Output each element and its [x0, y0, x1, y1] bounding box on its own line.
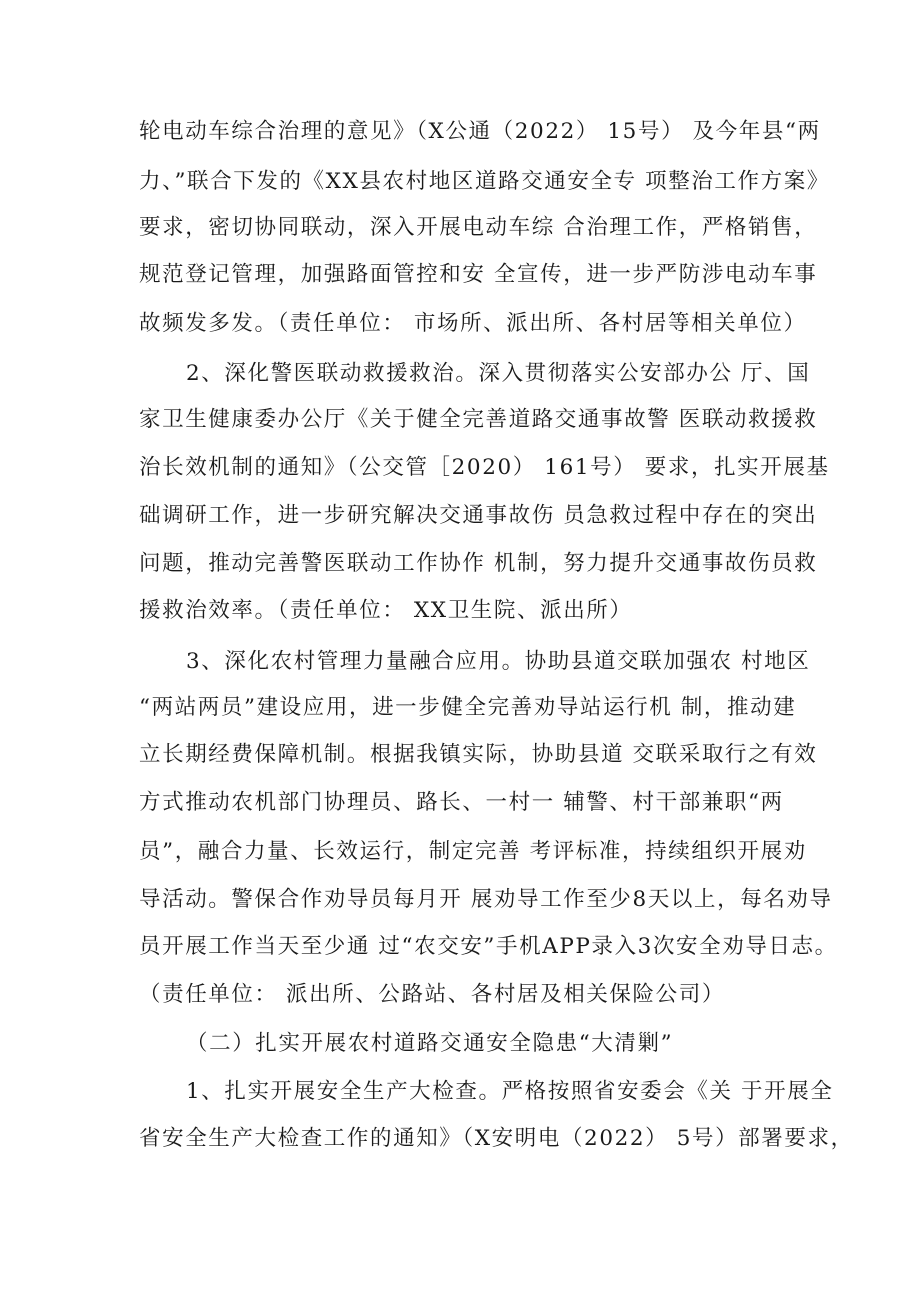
text-line: 故频发多发。（责任单位： 市场所、派出所、各村居等相关单位） — [139, 311, 807, 336]
text-line: 问题，推动完善警医联动工作协作 机制，努力提升交通事故伤员救 — [139, 551, 818, 576]
text-line: 员”，融合力量、长效运行，制定完善 考评标准，持续组织开展劝 — [139, 839, 807, 864]
text-line: 导活动。警保合作劝导员每月开 展劝导工作至少8天以上，每名劝导 — [139, 887, 833, 912]
text-line: 员开展工作当天至少通 过“农交安”手机APP录入3次安全劝导日志。 — [139, 934, 838, 959]
paragraph-start: 2、深化警医联动救援救治。深入贯彻落实公安部办公 厅、国 — [186, 361, 811, 386]
text-line: 立长期经费保障机制。根据我镇实际，协助县道 交联采取行之有效 — [139, 742, 818, 767]
paragraph-start: 3、深化农村管理力量融合应用。协助县道交联加强农 村地区 — [186, 649, 811, 674]
section-heading: （二）扎实开展农村道路交通安全隐患“大清剿” — [186, 1031, 674, 1056]
text-line: 方式推动农机部门协理员、路长、一村一 辅警、村干部兼职“两 — [139, 790, 784, 815]
text-line: “两站两员”建设应用，进一步健全完善劝导站运行机 制，推动建 — [139, 695, 797, 720]
text-line: 要求，密切协同联动，深入开展电动车综 合治理工作，严格销售， — [139, 215, 818, 240]
text-line: 规范登记管理，加强路面管控和安 全宣传，进一步严防涉电动车事 — [139, 262, 818, 287]
text-line: 援救治效率。（责任单位： XX卫生院、派出所） — [139, 598, 633, 623]
text-line: 力、”联合下发的《XX县农村地区道路交通安全专 项整治工作方案》 — [139, 169, 830, 194]
paragraph-start: 1、扎实开展安全生产大检查。严格按照省安委会《关 于开展全 — [186, 1079, 834, 1104]
text-line: 治长效机制的通知》（公交管［2020） 161号） 要求，扎实开展基 — [139, 455, 830, 480]
text-line: 轮电动车综合治理的意见》（X公通（2022） 15号） 及今年县“两 — [139, 119, 821, 144]
text-line: 家卫生健康委办公厅《关于健全完善道路交通事故警 医联动救援救 — [139, 407, 818, 432]
text-line: 础调研工作，进一步研究解决交通事故伤 员急救过程中存在的突出 — [139, 503, 818, 528]
text-line: 省安全生产大检查工作的通知》（X安明电（2022） 5号）部署要求， — [139, 1126, 854, 1151]
text-line: （责任单位： 派出所、公路站、各村居及相关保险公司） — [139, 982, 725, 1007]
